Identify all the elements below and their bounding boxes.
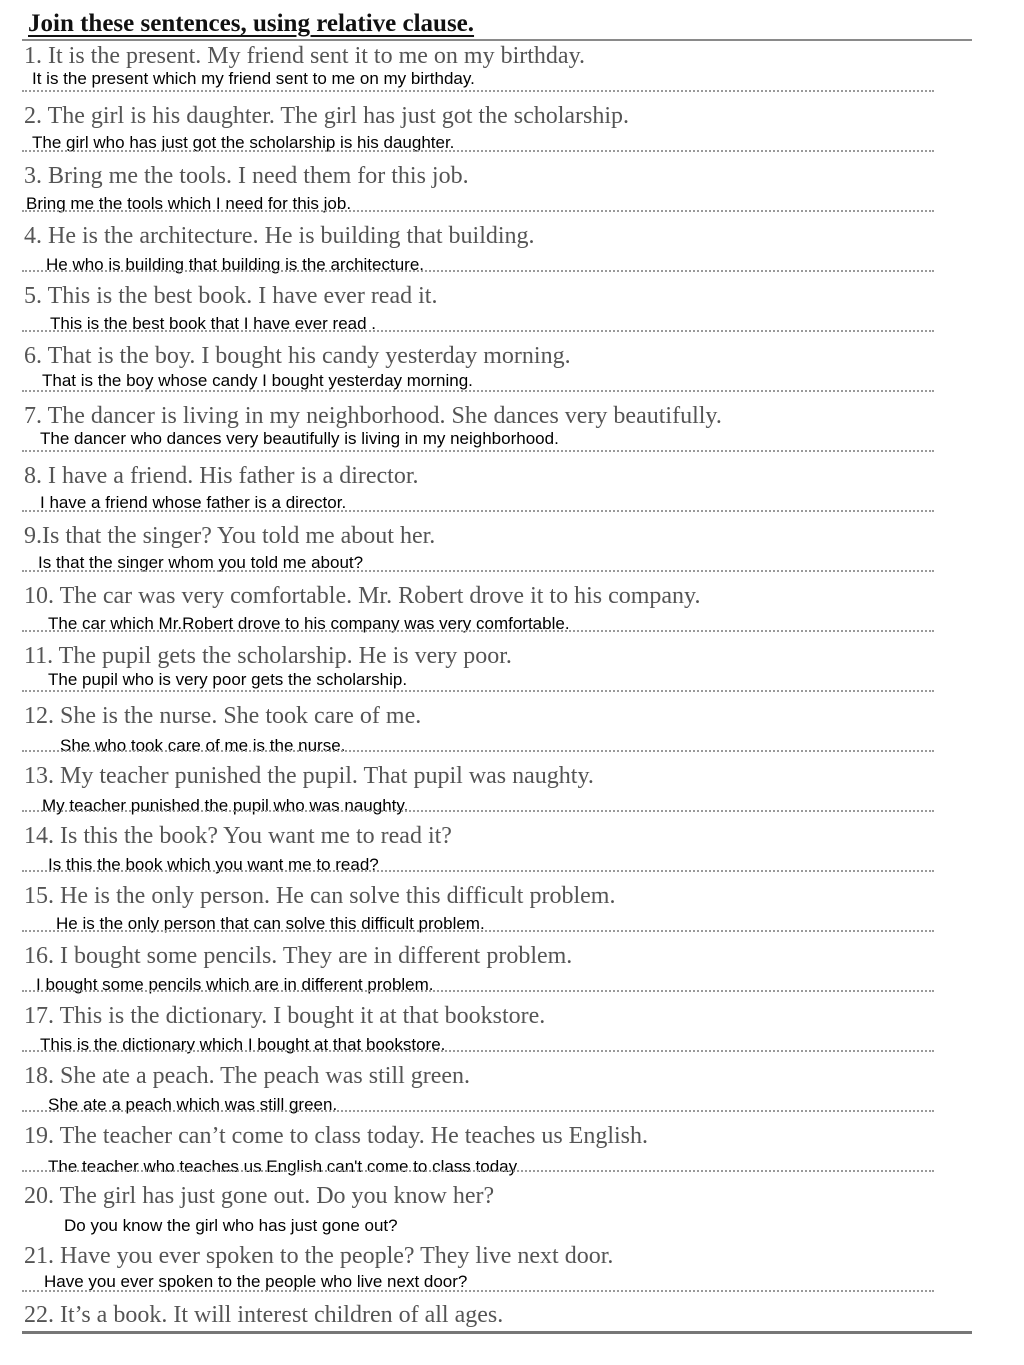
question-text: 16. I bought some pencils. They are in different problem. <box>24 943 573 969</box>
question-text: 20. The girl has just gone out. Do you know her? <box>24 1183 495 1209</box>
exercise-item <box>22 1300 938 1360</box>
answer-line <box>22 1290 934 1292</box>
answer-line <box>22 1110 934 1112</box>
question-text: 15. He is the only person. He can solve this difficult problem. <box>24 883 616 909</box>
question-text: 18. She ate a peach. The peach was still green. <box>24 1063 471 1089</box>
answer-text[interactable]: He who is building that building is the architecture. <box>46 255 424 274</box>
answer-text[interactable]: This is the best book that I have ever read . <box>50 314 377 333</box>
exercise-item <box>22 1061 938 1121</box>
answer-line <box>22 690 934 692</box>
question-text: 6. That is the boy. I bought his candy yesterday morning. <box>24 343 571 369</box>
answer-text[interactable]: Have you ever spoken to the people who live next door? <box>44 1272 468 1291</box>
question-text: 19. The teacher can’t come to class today. He teaches us English. <box>24 1123 649 1149</box>
answer-line <box>22 390 934 392</box>
answer-text[interactable]: The dancer who dances very beautifully is living in my neighborhood. <box>40 429 559 448</box>
answer-text[interactable]: She ate a peach which was still green. <box>48 1095 338 1114</box>
question-text: 2. The girl is his daughter. The girl has just got the scholarship. <box>24 103 630 129</box>
exercise-item <box>22 1001 938 1061</box>
answer-line <box>22 630 934 632</box>
answer-line <box>22 330 934 332</box>
answer-text[interactable]: This is the dictionary which I bought at that bookstore. <box>40 1035 446 1054</box>
answer-line <box>22 870 934 872</box>
answer-text[interactable]: She who took care of me is the nurse. <box>60 736 346 755</box>
exercise-item <box>22 521 938 581</box>
answer-line <box>22 750 934 752</box>
exercise-item <box>22 581 938 641</box>
exercise-item <box>22 401 938 461</box>
answer-line <box>22 570 934 572</box>
question-text: 5. This is the best book. I have ever read it. <box>24 283 438 309</box>
exercise-item <box>22 161 938 221</box>
answer-line <box>22 1170 934 1172</box>
question-text: 1. It is the present. My friend sent it to me on my birthday. <box>24 43 586 69</box>
answer-line <box>22 90 934 92</box>
answer-text[interactable]: Bring me the tools which I need for this job. <box>26 194 352 213</box>
exercise-item <box>22 461 938 521</box>
answer-line <box>22 990 934 992</box>
answer-text[interactable]: It is the present which my friend sent to me on my birthday. <box>32 69 475 88</box>
exercise-item <box>22 341 938 401</box>
exercise-item <box>22 1181 938 1241</box>
question-text: 8. I have a friend. His father is a director. <box>24 463 419 489</box>
exercise-item <box>22 41 938 101</box>
exercise-item <box>22 881 938 941</box>
exercise-item <box>22 761 938 821</box>
answer-text[interactable]: Is that the singer whom you told me about? <box>38 553 364 572</box>
question-text: 14. Is this the book? You want me to read it? <box>24 823 452 849</box>
question-text: 7. The dancer is living in my neighborhood. She dances very beautifully. <box>24 403 722 429</box>
answer-text[interactable]: That is the boy whose candy I bought yesterday morning. <box>42 371 473 390</box>
exercise-item <box>22 821 938 881</box>
exercise-item <box>22 101 938 161</box>
answer-line <box>22 1050 934 1052</box>
answer-text[interactable]: Do you know the girl who has just gone out? <box>64 1216 398 1235</box>
exercise-item <box>22 641 938 701</box>
exercise-item <box>22 941 938 1001</box>
answer-line <box>22 510 934 512</box>
question-text: 3. Bring me the tools. I need them for this job. <box>24 163 469 189</box>
exercise-item <box>22 1241 938 1301</box>
answer-text[interactable]: Is this the book which you want me to read? <box>48 855 379 874</box>
question-text: 9.Is that the singer? You told me about her. <box>24 523 436 549</box>
question-text: 11. The pupil gets the scholarship. He is very poor. <box>24 643 512 669</box>
answer-text[interactable]: The girl who has just got the scholarship is his daughter. <box>32 133 455 152</box>
question-text: 12. She is the nurse. She took care of me. <box>24 703 422 729</box>
answer-text[interactable]: My teacher punished the pupil who was naughty. <box>42 796 409 815</box>
exercise-item <box>22 1121 938 1181</box>
answer-line <box>22 930 934 932</box>
answer-text[interactable]: I have a friend whose father is a director. <box>40 493 347 512</box>
answer-text[interactable]: I bought some pencils which are in different problem. <box>36 975 434 994</box>
question-text: 21. Have you ever spoken to the people? They live next door. <box>24 1243 614 1269</box>
exercise-item <box>22 281 938 341</box>
question-text: 22. It’s a book. It will interest children of all ages. <box>24 1302 504 1328</box>
exercise-item <box>22 221 938 281</box>
answer-text[interactable]: The teacher who teaches us English can't come to class today. <box>48 1157 521 1176</box>
question-text: 4. He is the architecture. He is building that building. <box>24 223 535 249</box>
answer-text[interactable]: He is the only person that can solve this difficult problem. <box>56 914 485 933</box>
answer-text[interactable]: The pupil who is very poor gets the scholarship. <box>48 670 408 689</box>
answer-line <box>22 270 934 272</box>
answer-line <box>22 450 934 452</box>
question-text: 13. My teacher punished the pupil. That pupil was naughty. <box>24 763 594 789</box>
worksheet-title: Join these sentences, using relative clause. <box>28 10 475 37</box>
question-text: 17. This is the dictionary. I bought it at that bookstore. <box>24 1003 546 1029</box>
bottom-divider <box>22 1331 972 1334</box>
question-text: 10. The car was very comfortable. Mr. Robert drove it to his company. <box>24 583 701 609</box>
answer-line <box>22 150 934 152</box>
answer-line <box>22 810 934 812</box>
answer-line <box>22 210 934 212</box>
answer-text[interactable]: The car which Mr.Robert drove to his company was very comfortable. <box>48 614 570 633</box>
exercise-item <box>22 701 938 761</box>
